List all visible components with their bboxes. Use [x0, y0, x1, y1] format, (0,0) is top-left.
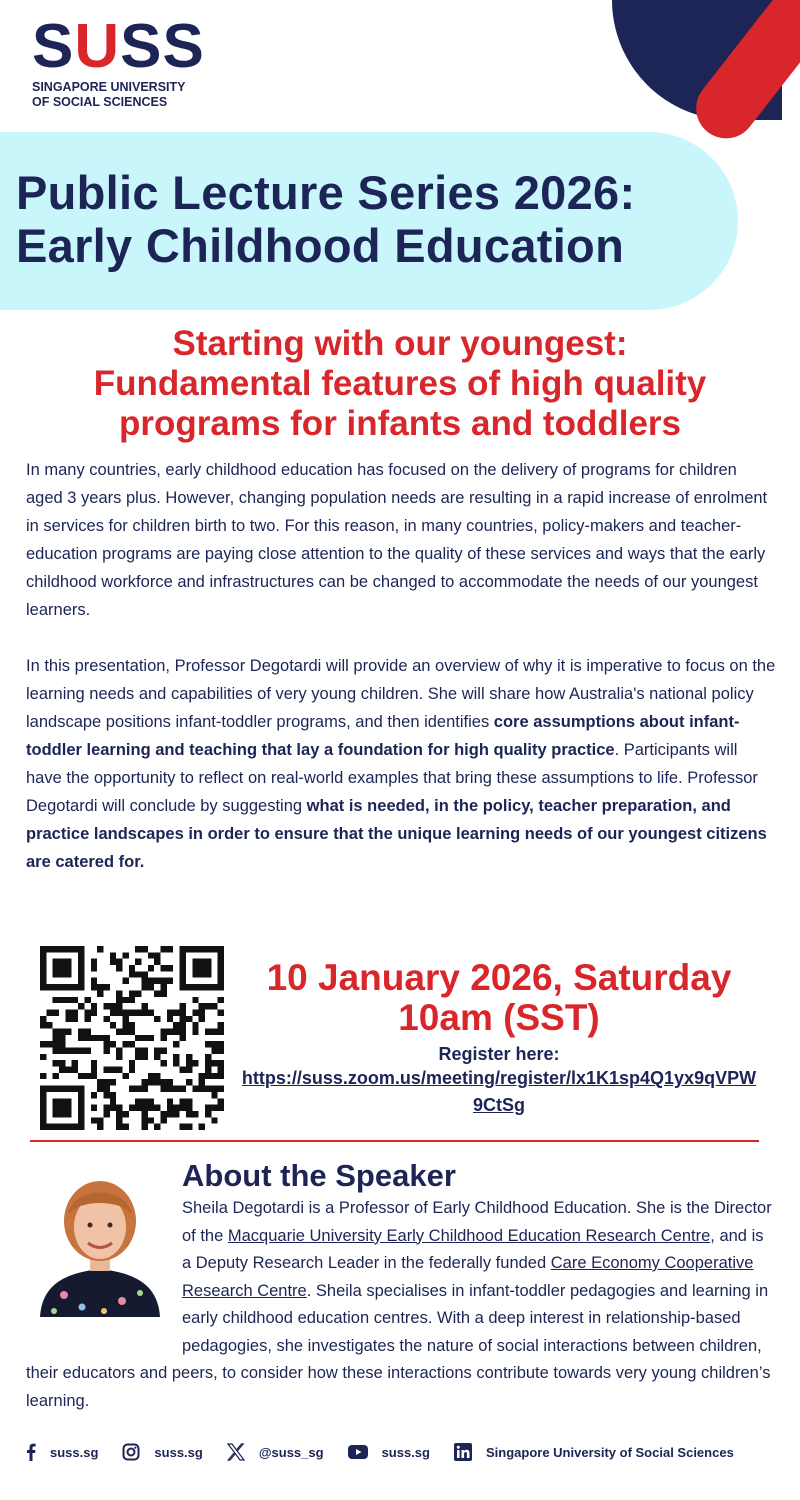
para2-text-a: In this presentation, Professor Degotardi will provide an overview of why it is imperative to focus on the learning needs and capabilities of very young children. She will share how Australia's national policy landscape positions infant-toddler programs, and then identifies: [26, 657, 776, 731]
bio-text-3: . Sheila specialises in infant-toddler pedagogies and learning in early childhood education centres. With a deep interest in relationship-based pedagogies, she investigates the nature of social interactions between children, their educators and peers, to consider how these interactions contribute towards very young children’s learning.: [26, 1281, 771, 1410]
lecture-title: [0, 324, 800, 444]
social-x[interactable]: [227, 1443, 324, 1461]
title-line-1: Public Lecture Series 2026:: [16, 166, 636, 219]
para2-bold-b: core assumptions about infant-toddler learning and teaching that lay a foundation for high quality practice: [26, 713, 740, 759]
section-divider: [30, 1140, 759, 1142]
facebook-handle: suss.sg: [50, 1444, 99, 1460]
lecture-title-line-2: Fundamental features of high quality: [93, 364, 707, 403]
logo-letter-u: U: [74, 12, 121, 81]
description-paragraph-2: [26, 652, 776, 876]
lecture-title-line-1: Starting with our youngest:: [172, 324, 628, 363]
bio-text-2: , and is a Deputy Research Leader in the federally funded: [182, 1226, 764, 1272]
social-footer: [26, 1440, 786, 1464]
x-icon: [227, 1443, 245, 1461]
logo-subtext: [32, 80, 232, 110]
youtube-icon: [348, 1445, 368, 1459]
register-link[interactable]: https://suss.zoom.us/meeting/register/lx1K1sp4Q1yx9qVPW9CtSg: [241, 1068, 757, 1115]
page-title: [16, 166, 738, 272]
corner-decoration: [580, 0, 800, 140]
photo-spacer: [26, 1195, 182, 1335]
logo-line-1: SINGAPORE UNIVERSITY: [32, 80, 186, 94]
lecture-title-line-3: programs for infants and toddlers: [119, 404, 681, 443]
para2-bold-d: what is needed, in the policy, teacher preparation, and practice landscapes in order to ensure that the unique learning needs of our youngest citizens are catered for.: [26, 797, 767, 871]
linkedin-name: Singapore University of Social Sciences: [485, 1444, 734, 1460]
macquarie-centre-link[interactable]: Macquarie University Early Childhood Education Research Centre: [227, 1226, 711, 1245]
social-youtube[interactable]: [348, 1445, 430, 1460]
logo-letters-ss: SS: [120, 12, 205, 81]
speaker-bio: [26, 1195, 776, 1415]
social-facebook[interactable]: [26, 1443, 98, 1461]
instagram-handle: suss.sg: [154, 1444, 203, 1460]
about-speaker-heading: About the Speaker: [182, 1158, 456, 1193]
title-line-2: Early Childhood Education: [16, 219, 625, 272]
qr-code-icon[interactable]: [40, 946, 224, 1130]
lecture-description: [26, 456, 776, 876]
event-details: [232, 958, 766, 1119]
care-economy-crc-link[interactable]: Care Economy Cooperative Research Centre: [182, 1254, 754, 1300]
social-linkedin[interactable]: [454, 1443, 734, 1461]
facebook-icon: [26, 1443, 36, 1461]
social-instagram[interactable]: [122, 1443, 202, 1461]
event-date: 10 January 2026, Saturday: [266, 957, 732, 998]
event-time: 10am (SST): [398, 997, 600, 1038]
youtube-handle: suss.sg: [381, 1444, 430, 1460]
register-label: Register here:: [438, 1044, 560, 1064]
x-handle: @suss_sg: [258, 1444, 324, 1460]
linkedin-icon: [454, 1443, 472, 1461]
logo-line-2: OF SOCIAL SCIENCES: [32, 95, 168, 109]
logo-letter-s: S: [32, 12, 75, 81]
description-paragraph-1: In many countries, early childhood education has focused on the delivery of programs for children aged 3 years plus. However, changing population needs are resulting in a rapid increase of enrolment in services for children birth to two. For this reason, in many countries, policy-makers and teacher-education programs are paying close attention to the quality of these services and ways that the early childhood workforce and infrastructures can be changed to accommodate the needs of our youngest learners.: [26, 461, 768, 619]
title-banner: [0, 132, 738, 310]
suss-logo: [32, 12, 232, 110]
instagram-icon: [122, 1443, 140, 1461]
logo-mark: [32, 12, 232, 81]
para2-text-c: . Participants will have the opportunity to reflect on real-world examples that bring these assumptions to life. Professor Degotardi will conclude by suggesting: [26, 741, 758, 815]
bio-text-1: Sheila Degotardi is a Professor of Early Childhood Education. She is the Director of the: [182, 1199, 772, 1245]
